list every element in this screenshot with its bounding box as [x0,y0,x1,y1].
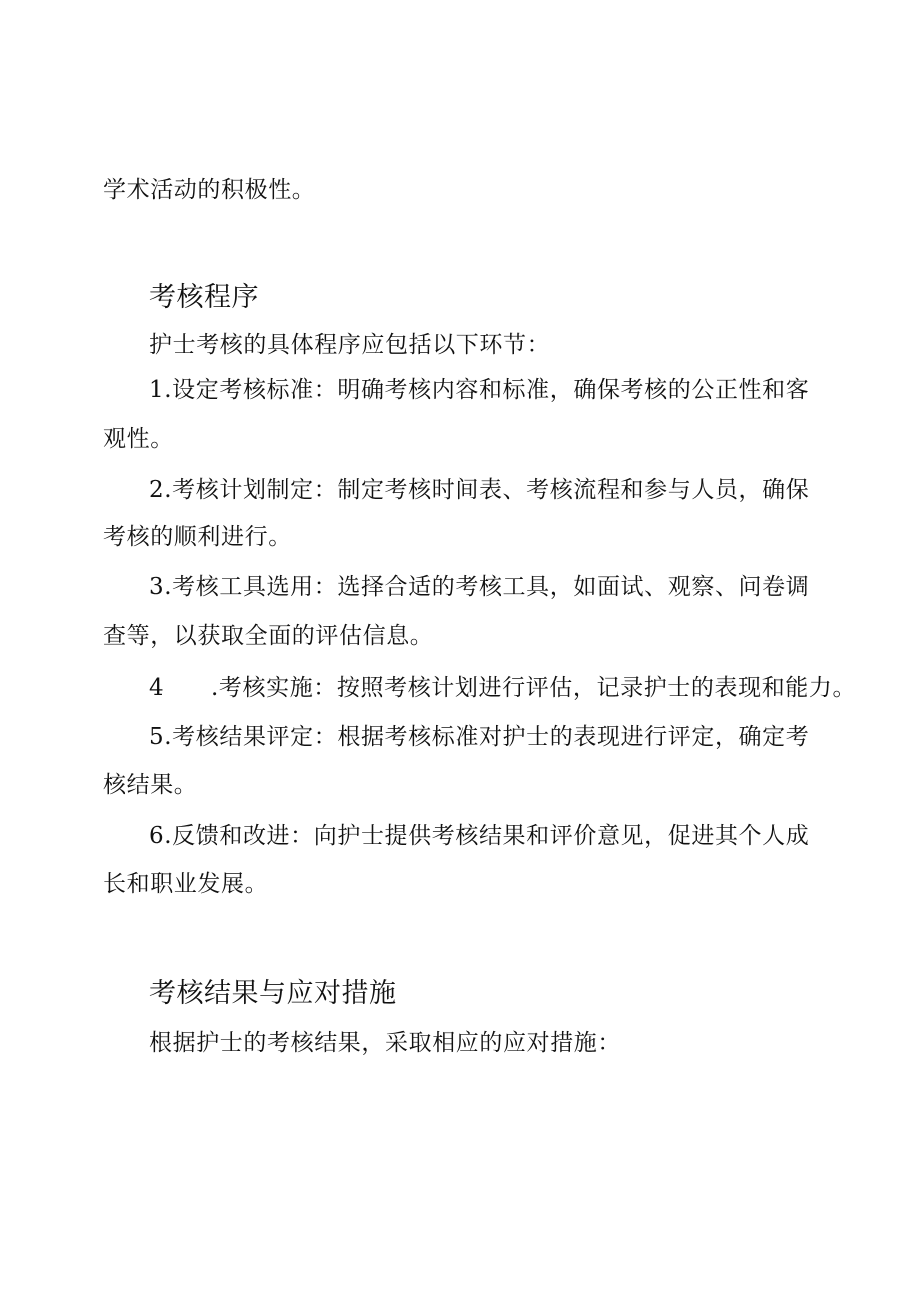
list-item-number: 3 [149,574,165,600]
list-item-1 [149,375,809,405]
list-item-1-continuation: 观性。 [103,426,174,452]
list-item-5-continuation: 核结果。 [103,772,198,798]
list-item-2-continuation: 考核的顺利进行。 [103,524,292,550]
list-item-number: 1 [149,377,165,403]
procedure-intro: 护士考核的具体程序应包括以下环节： [149,332,551,358]
list-item-text: .考核计划制定：制定考核时间表、考核流程和参与人员，确保 [164,477,810,503]
results-intro: 根据护士的考核结果，采取相应的应对措施： [149,1030,621,1056]
list-item-number: 6 [149,823,165,849]
list-item-text: .考核结果评定：根据考核标准对护士的表现进行评定，确定考 [164,724,810,750]
list-item-3 [149,572,809,602]
list-item-number: 5 [149,724,165,750]
list-item-5 [149,722,809,752]
list-item-4 [149,673,856,703]
list-item-text: .考核实施：按照考核计划进行评估，记录护士的表现和能力。 [211,675,857,701]
list-item-3-continuation: 查等，以获取全面的评估信息。 [103,623,434,649]
list-item-2 [149,475,809,505]
list-item-text: .反馈和改进：向护士提供考核结果和评价意见，促进其个人成 [164,823,810,849]
list-item-number: 2 [149,477,165,503]
list-item-6-continuation: 长和职业发展。 [103,871,269,897]
list-item-number: 4 [149,675,165,701]
section-heading-results: 考核结果与应对措施 [149,978,397,1009]
continuation-paragraph: 学术活动的积极性。 [103,177,316,203]
section-heading-procedure: 考核程序 [149,282,259,313]
list-item-text: .设定考核标准：明确考核内容和标准，确保考核的公正性和客 [164,377,810,403]
list-item-text: .考核工具选用：选择合适的考核工具，如面试、观察、问卷调 [164,574,810,600]
list-item-6 [149,821,809,851]
